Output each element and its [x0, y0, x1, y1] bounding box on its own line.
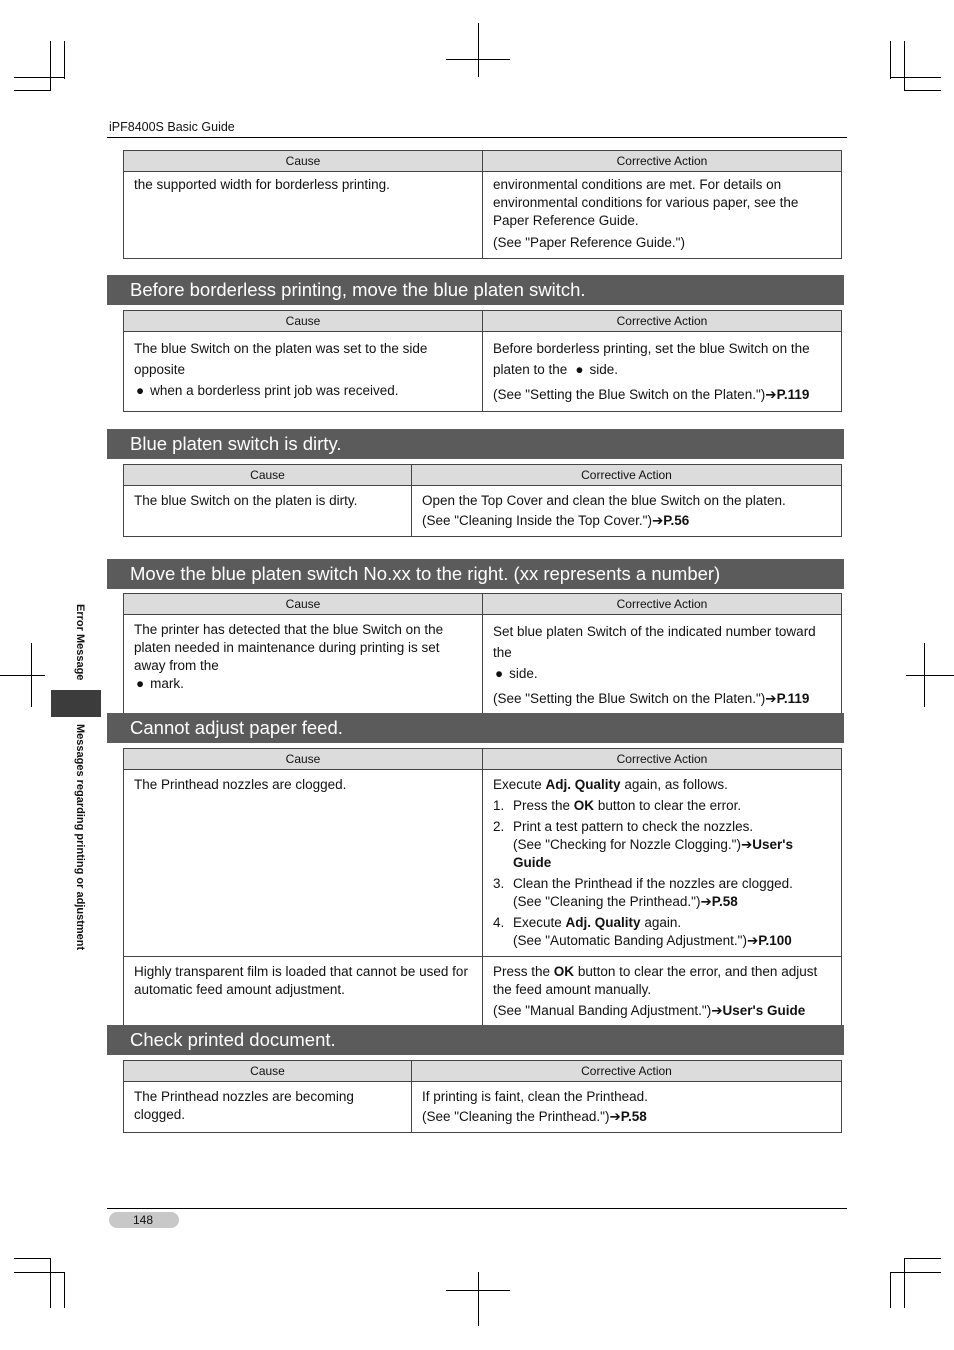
- paper-feed-table: [123, 748, 842, 1027]
- reference-link[interactable]: (See "Manual Banding Adjustment.")➔User's Guide: [493, 1003, 806, 1018]
- arrow-icon: ➔: [765, 387, 777, 402]
- chapter-label: Error Message: [74, 604, 86, 681]
- bullet-icon: ●: [575, 362, 584, 377]
- step-3: 3. Clean the Printhead if the nozzles are clogged. (See "Cleaning the Printhead.")➔P.58: [493, 876, 793, 909]
- arrow-icon: ➔: [651, 513, 664, 528]
- step-4: 4. Execute Adj. Quality again. (See "Automatic Banding Adjustment.")➔P.100: [493, 915, 792, 948]
- reference-link[interactable]: (See "Cleaning the Printhead.")➔P.58: [513, 894, 738, 909]
- cause-text: The printer has detected that the blue Switch on the platen needed in maintenance during printing is set away from the ● mark.: [134, 622, 444, 691]
- section-title-switch-dirty: Blue platen switch is dirty.: [107, 429, 844, 459]
- action-text: environmental conditions are met. For details on environmental conditions for various paper, see the Paper Reference Guide.: [493, 177, 799, 228]
- cause-text: The blue Switch on the platen is dirty.: [134, 493, 358, 508]
- action-header: Corrective Action: [483, 151, 842, 172]
- table-row: [124, 957, 842, 1027]
- cause-header: Cause: [124, 1061, 412, 1082]
- reference-link[interactable]: (See "Checking for Nozzle Clogging.")➔User's Guide: [513, 837, 794, 870]
- header-rule: [107, 137, 847, 138]
- move-switch-table: [123, 593, 842, 716]
- reference-link[interactable]: (See "Cleaning the Printhead.")➔P.58: [422, 1109, 647, 1124]
- blue-switch-table: [123, 310, 842, 412]
- chapter-tab: [51, 690, 101, 717]
- switch-dirty-table: [123, 464, 842, 537]
- reference-link[interactable]: (See "Cleaning Inside the Top Cover.")➔P.56: [422, 513, 690, 528]
- action-intro: Execute Adj. Quality again, as follows.: [493, 777, 728, 792]
- action-text: Press the OK button to clear the error, and then adjust the feed amount manually.: [493, 964, 818, 997]
- action-header: Corrective Action: [412, 1061, 842, 1082]
- step-2: 2. Print a test pattern to check the nozzles. (See "Checking for Nozzle Clogging.")➔User's Guide: [493, 819, 794, 870]
- action-header: Corrective Action: [412, 465, 842, 486]
- section-label: Messages regarding printing or adjustment: [74, 724, 86, 951]
- bullet-icon: ●: [495, 666, 504, 681]
- action-text: Before borderless printing, set the blue Switch on the platen to the ● side.: [493, 338, 832, 380]
- cause-text: the supported width for borderless printing.: [134, 177, 390, 192]
- action-text: If printing is faint, clean the Printhead.: [422, 1089, 648, 1104]
- footer-rule: [107, 1208, 847, 1209]
- arrow-icon: ➔: [765, 691, 777, 706]
- action-header: Corrective Action: [483, 594, 842, 615]
- cause-header: Cause: [124, 465, 412, 486]
- action-header: Corrective Action: [483, 749, 842, 770]
- reference-link[interactable]: (See "Automatic Banding Adjustment.")➔P.100: [513, 933, 792, 948]
- section-title-blue-switch: Before borderless printing, move the blue platen switch.: [107, 275, 844, 305]
- cause-header: Cause: [124, 594, 483, 615]
- arrow-icon: ➔: [711, 1003, 723, 1018]
- reference-text: (See "Paper Reference Guide."): [493, 235, 685, 250]
- step-1: 1. Press the OK button to clear the error.: [493, 798, 742, 813]
- continued-table: [123, 150, 842, 259]
- arrow-icon: ➔: [746, 933, 759, 948]
- arrow-icon: ➔: [700, 894, 712, 909]
- section-title-move-switch: Move the blue platen switch No.xx to the right. (xx represents a number): [107, 559, 844, 589]
- bullet-icon: ●: [136, 383, 145, 398]
- cause-text: The Printhead nozzles are clogged.: [134, 777, 347, 792]
- page-number: 148: [109, 1212, 179, 1228]
- cause-header: Cause: [124, 311, 483, 332]
- bullet-icon: ●: [136, 676, 145, 691]
- section-title-paper-feed: Cannot adjust paper feed.: [107, 713, 844, 743]
- section-title-check-document: Check printed document.: [107, 1025, 844, 1055]
- action-text: Open the Top Cover and clean the blue Switch on the platen.: [422, 493, 786, 508]
- cause-text: The blue Switch on the platen was set to the side opposite ● when a borderless print job was received.: [134, 338, 473, 401]
- table-row: [124, 770, 842, 957]
- guide-title: iPF8400S Basic Guide: [109, 120, 235, 134]
- cause-text: The Printhead nozzles are becoming clogged.: [134, 1089, 354, 1122]
- action-text: Set blue platen Switch of the indicated number toward the ● side.: [493, 621, 832, 684]
- arrow-icon: ➔: [740, 837, 753, 852]
- arrow-icon: ➔: [609, 1109, 621, 1124]
- check-document-table: [123, 1060, 842, 1133]
- cause-text: Highly transparent film is loaded that cannot be used for automatic feed amount adjustment.: [134, 964, 468, 997]
- action-header: Corrective Action: [483, 311, 842, 332]
- reference-link[interactable]: (See "Setting the Blue Switch on the Platen.")➔P.119: [493, 691, 810, 706]
- reference-link[interactable]: (See "Setting the Blue Switch on the Platen.")➔P.119: [493, 387, 810, 402]
- cause-header: Cause: [124, 749, 483, 770]
- cause-header: Cause: [124, 151, 483, 172]
